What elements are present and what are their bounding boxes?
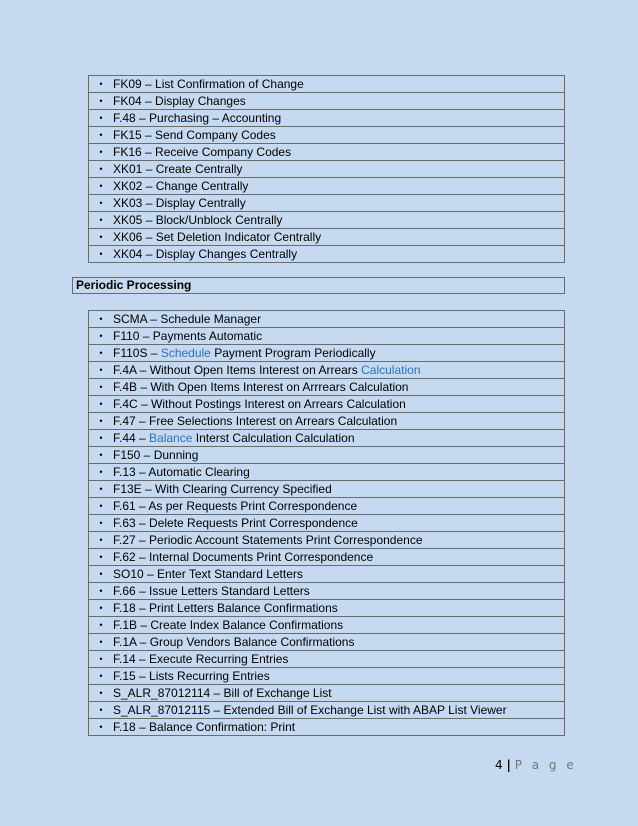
list-item xyxy=(89,178,565,195)
list-item-text-start: F110 – Payments Automatic xyxy=(113,329,263,343)
bullet-icon: • xyxy=(99,637,103,647)
list-item-text: FK15 – Send Company Codes xyxy=(113,128,276,142)
list-item xyxy=(89,617,565,634)
list-item-text-start: F.18 – Balance Confirmation: Print xyxy=(113,720,296,734)
bullet-icon: • xyxy=(99,130,103,140)
list-item-text xyxy=(113,685,332,701)
bullet-icon: • xyxy=(99,467,103,477)
list-item-text xyxy=(113,311,261,327)
list-item-highlight: Schedule xyxy=(160,346,211,360)
bullet-icon: • xyxy=(99,113,103,123)
list-item-text-start: F13E – With Clearing Currency Specified xyxy=(113,482,332,496)
list-item-text-start: SO10 – Enter Text Standard Letters xyxy=(113,567,303,581)
list-item-text: XK06 – Set Deletion Indicator Centrally xyxy=(113,230,322,244)
bullet-icon: • xyxy=(99,688,103,698)
list-item-text-start: F.15 – Lists Recurring Entries xyxy=(113,669,270,683)
list-item-text-start: F.14 – Execute Recurring Entries xyxy=(113,652,289,666)
list-item-text xyxy=(113,566,303,582)
list-item-text: XK03 – Display Centrally xyxy=(113,196,246,210)
list-item-text xyxy=(113,651,288,667)
list-item xyxy=(89,328,565,345)
list-item xyxy=(89,583,565,600)
list-item xyxy=(89,311,565,328)
list-item-text xyxy=(113,668,270,684)
list-item xyxy=(89,379,565,396)
list-item xyxy=(89,702,565,719)
transaction-list-periodic-processing xyxy=(88,310,565,736)
footer-separator: | xyxy=(506,758,511,772)
list-item-text-end: Interst Calculation Calculation xyxy=(192,431,355,445)
list-item-text: FK09 – List Confirmation of Change xyxy=(113,77,304,91)
list-item xyxy=(89,566,565,583)
list-item-text-start: F.66 – Issue Letters Standard Letters xyxy=(113,584,310,598)
list-item-text xyxy=(113,379,408,395)
bullet-icon: • xyxy=(99,620,103,630)
list-item xyxy=(89,685,565,702)
list-item-text-start: F.18 – Print Letters Balance Confirmations xyxy=(113,601,338,615)
bullet-icon: • xyxy=(99,569,103,579)
list-item xyxy=(89,212,565,229)
section-heading-periodic-processing xyxy=(72,277,565,294)
list-item xyxy=(89,413,565,430)
page-footer xyxy=(495,758,577,772)
list-item-text: XK01 – Create Centrally xyxy=(113,162,243,176)
list-item-text xyxy=(113,464,250,480)
bullet-icon: • xyxy=(99,382,103,392)
list-item-text-start: F150 – Dunning xyxy=(113,448,199,462)
bullet-icon: • xyxy=(99,331,103,341)
page-label: P a g e xyxy=(514,758,577,772)
list-item-text-start: F.61 – As per Requests Print Correspondence xyxy=(113,499,358,513)
list-item xyxy=(89,600,565,617)
list-item-text-start: F.1B – Create Index Balance Confirmations xyxy=(113,618,344,632)
bullet-icon: • xyxy=(99,450,103,460)
list-item xyxy=(89,161,565,178)
bullet-icon: • xyxy=(99,433,103,443)
list-item xyxy=(89,229,565,246)
bullet-icon: • xyxy=(99,586,103,596)
list-item xyxy=(89,447,565,464)
list-item xyxy=(89,515,565,532)
list-item xyxy=(89,144,565,161)
list-item-highlight: Balance xyxy=(149,431,193,445)
list-item xyxy=(89,651,565,668)
list-item-text xyxy=(113,617,343,633)
list-item xyxy=(89,362,565,379)
list-item xyxy=(89,396,565,413)
bullet-icon: • xyxy=(99,96,103,106)
bullet-icon: • xyxy=(99,314,103,324)
list-item-text-start: F.44 – xyxy=(113,431,150,445)
bullet-icon: • xyxy=(99,416,103,426)
list-item-text xyxy=(113,328,262,344)
list-item xyxy=(89,532,565,549)
list-item xyxy=(89,668,565,685)
list-item-text xyxy=(113,447,198,463)
list-item-text-start: F.62 – Internal Documents Print Correspondence xyxy=(113,550,374,564)
list-item-text-start: F.27 – Periodic Account Statements Print Correspondence xyxy=(113,533,423,547)
list-item-text xyxy=(113,481,332,497)
bullet-icon: • xyxy=(99,671,103,681)
list-item-text xyxy=(113,430,355,446)
bullet-icon: • xyxy=(99,232,103,242)
list-item xyxy=(89,195,565,212)
bullet-icon: • xyxy=(99,603,103,613)
bullet-icon: • xyxy=(99,722,103,732)
list-item-text xyxy=(113,702,507,718)
list-item xyxy=(89,345,565,362)
bullet-icon: • xyxy=(99,654,103,664)
list-item-text-start: F.4B – With Open Items Interest on Arrrears Calculation xyxy=(113,380,409,394)
bullet-icon: • xyxy=(99,249,103,259)
list-item xyxy=(89,719,565,736)
bullet-icon: • xyxy=(99,399,103,409)
bullet-icon: • xyxy=(99,518,103,528)
list-item-text: XK04 – Display Changes Centrally xyxy=(113,247,298,261)
list-item-highlight: Calculation xyxy=(361,363,421,377)
list-item xyxy=(89,464,565,481)
bullet-icon: • xyxy=(99,705,103,715)
list-item-text: FK04 – Display Changes xyxy=(113,94,246,108)
list-item-text: FK16 – Receive Company Codes xyxy=(113,145,292,159)
list-item-text xyxy=(113,498,357,514)
list-item-text-end: Payment Program Periodically xyxy=(210,346,376,360)
bullet-icon: • xyxy=(99,164,103,174)
list-item-text xyxy=(113,362,421,378)
list-item-text xyxy=(113,413,397,429)
bullet-icon: • xyxy=(99,147,103,157)
list-item-text: XK05 – Block/Unblock Centrally xyxy=(113,213,283,227)
list-item-text xyxy=(113,549,373,565)
list-item-text: XK02 – Change Centrally xyxy=(113,179,249,193)
section-heading-text: Periodic Processing xyxy=(76,278,192,292)
list-item-text xyxy=(113,532,423,548)
bullet-icon: • xyxy=(99,348,103,358)
bullet-icon: • xyxy=(99,484,103,494)
bullet-icon: • xyxy=(99,535,103,545)
list-item-text-start: F.13 – Automatic Clearing xyxy=(113,465,250,479)
list-item xyxy=(89,549,565,566)
list-item-text xyxy=(113,719,295,735)
list-item xyxy=(89,246,565,263)
list-item-text xyxy=(113,583,310,599)
list-item-text-start: SCMA – Schedule Manager xyxy=(113,312,262,326)
list-item-text-start: F.63 – Delete Requests Print Correspondence xyxy=(113,516,358,530)
list-item xyxy=(89,498,565,515)
list-item-text xyxy=(113,396,406,412)
list-item-text xyxy=(113,515,358,531)
list-item-text xyxy=(113,600,338,616)
bullet-icon: • xyxy=(99,501,103,511)
bullet-icon: • xyxy=(99,215,103,225)
list-item xyxy=(89,93,565,110)
list-item xyxy=(89,110,565,127)
list-item xyxy=(89,430,565,447)
list-item-text: F.48 – Purchasing – Accounting xyxy=(113,111,282,125)
list-item-text-start: F110S – xyxy=(113,346,161,360)
list-item-text xyxy=(113,634,354,650)
bullet-icon: • xyxy=(99,198,103,208)
bullet-icon: • xyxy=(99,181,103,191)
bullet-icon: • xyxy=(99,79,103,89)
list-item-text-start: F.4C – Without Postings Interest on Arrears Calculation xyxy=(113,397,406,411)
list-item xyxy=(89,634,565,651)
list-item-text-start: F.1A – Group Vendors Balance Confirmations xyxy=(113,635,355,649)
bullet-icon: • xyxy=(99,365,103,375)
list-item xyxy=(89,127,565,144)
list-item-text-start: S_ALR_87012115 – Extended Bill of Exchange List with ABAP List Viewer xyxy=(113,703,507,717)
transaction-list-changes xyxy=(88,75,565,263)
list-item-text-start: S_ALR_87012114 – Bill of Exchange List xyxy=(113,686,332,700)
page-number: 4 xyxy=(495,758,503,772)
bullet-icon: • xyxy=(99,552,103,562)
list-item xyxy=(89,481,565,498)
list-item-text-start: F.4A – Without Open Items Interest on Arrears xyxy=(113,363,362,377)
list-item xyxy=(89,76,565,93)
list-item-text xyxy=(113,345,376,361)
list-item-text-start: F.47 – Free Selections Interest on Arrears Calculation xyxy=(113,414,398,428)
